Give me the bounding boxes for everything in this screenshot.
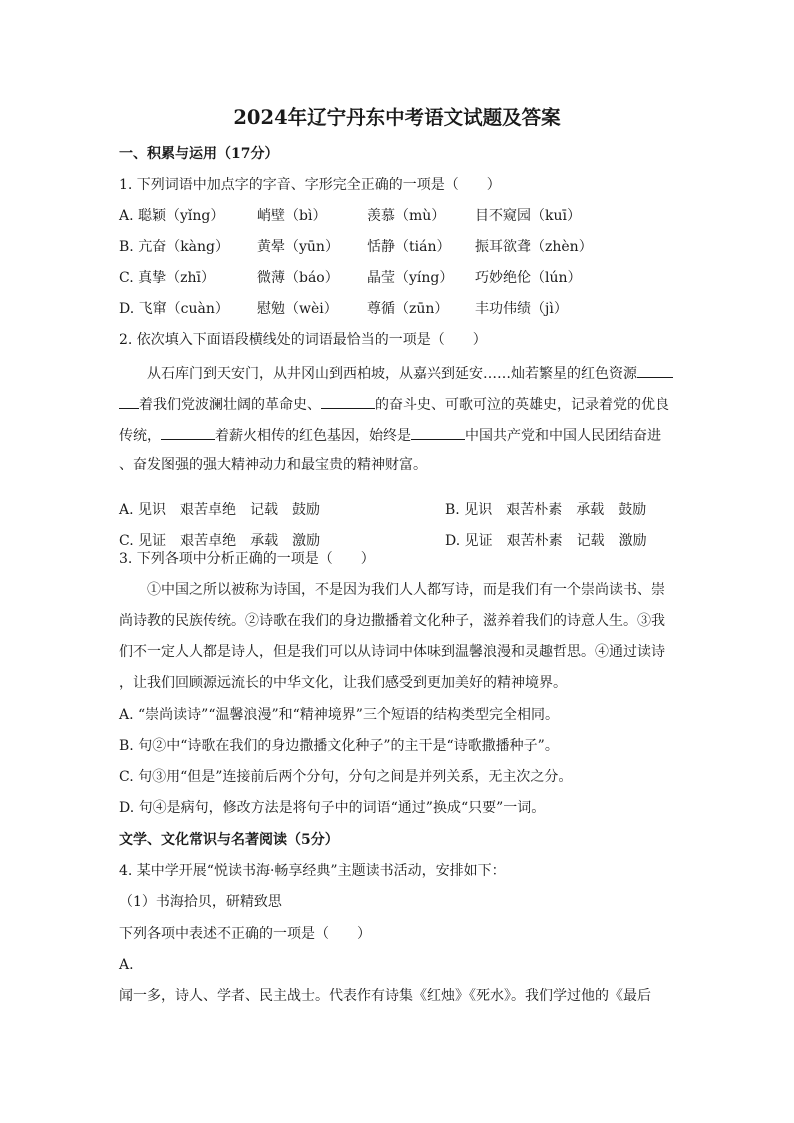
question-2-passage-line-3 xyxy=(119,424,661,446)
question-3-option-d: D. 句④是病句，修改方法是将句子中的词语“通过”换成“只要”一词。 xyxy=(119,800,546,816)
option-item: 羡慕（mù） xyxy=(367,208,446,224)
question-3-option-a: A. “崇尚读诗”“温馨浪漫”和“精神境界”三个短语的结构类型完全相同。 xyxy=(119,707,559,723)
question-4-option-a-label: A. xyxy=(119,957,134,973)
fill-blank xyxy=(411,424,465,440)
option-item: 峭壁（bì） xyxy=(257,208,327,224)
question-4-stem: 4. 某中学开展“悦读书海·畅享经典”主题读书活动，安排如下： xyxy=(119,863,506,879)
section-heading-literature: 文学、文化常识与名著阅读（5分） xyxy=(119,832,339,848)
question-3-option-b: B. 句②中“诗歌在我们的身边撒播文化种子”的主干是“诗歌撒播种子”。 xyxy=(119,738,559,754)
question-2-option-c: C. 见证 艰苦卓绝 承载 激励 xyxy=(119,533,321,549)
option-item: B. 亢奋（kàng） xyxy=(119,239,229,255)
fill-blank xyxy=(321,393,375,409)
fill-blank xyxy=(161,424,215,440)
option-item: A. 聪颖（yǐng） xyxy=(119,208,225,224)
question-2-passage-line-4: 、奋发图强的强大精神动力和最宝贵的精神财富。 xyxy=(119,457,427,473)
fill-blank xyxy=(637,362,673,378)
passage-text: 着薪火相传的红色基因，始终是 xyxy=(215,428,411,444)
question-2-option-a: A. 见识 艰苦卓绝 记载 鼓励 xyxy=(119,502,321,518)
question-1-option-c xyxy=(119,268,582,288)
option-item: 振耳欲聋（zhèn） xyxy=(475,239,593,255)
option-item: 微薄（báo） xyxy=(257,270,339,286)
option-item: 恬静（tián） xyxy=(367,239,451,255)
passage-text: 从石库门到天安门，从井冈山到西柏坡，从嘉兴到延安……灿若繁星的红色资源 xyxy=(147,366,637,382)
option-item: 丰功伟绩（jì） xyxy=(475,301,568,317)
question-2-passage-line-1 xyxy=(147,362,673,384)
section-heading-accumulation: 一、积累与运用（17分） xyxy=(119,146,279,162)
question-3-passage-line-1: ①中国之所以被称为诗国，不是因为我们人人都写诗，而是我们有一个崇尚读书、崇 xyxy=(147,582,665,598)
option-item: 黄晕（yūn） xyxy=(257,239,339,255)
question-3-passage-line-3: 们不一定人人都是诗人，但是我们可以从诗词中体味到温馨浪漫和灵趣哲思。④通过读诗 xyxy=(119,644,665,660)
passage-text: 传统， xyxy=(119,428,161,444)
question-1-option-b xyxy=(119,237,593,257)
option-item: 晶莹（yíng） xyxy=(367,270,454,286)
question-3-stem: 3. 下列各项中分析正确的一项是（ ） xyxy=(119,551,375,567)
question-3-passage-line-2: 尚诗教的民族传统。②诗歌在我们的身边撒播着文化种子，滋养着我们的诗意人生。③我 xyxy=(119,613,665,629)
passage-text: 着我们党波澜壮阔的革命史、 xyxy=(139,397,321,413)
option-item: 巧妙绝伦（lún） xyxy=(475,270,582,286)
question-3-option-c: C. 句③用“但是”连接前后两个分句，分句之间是并列关系，无主次之分。 xyxy=(119,769,573,785)
question-1-stem: 1. 下列词语中加点字的字音、字形完全正确的一项是（ ） xyxy=(119,177,501,193)
question-4-option-a-text: 闻一多，诗人、学者、民主战士。代表作有诗集《红烛》《死水》。我们学过他的《最后 xyxy=(119,988,651,1004)
question-4-subheading: （1）书海拾贝，研精致思 xyxy=(119,894,282,910)
option-item: C. 真挚（zhī） xyxy=(119,270,215,286)
document-title: 2024年辽宁丹东中考语文试题及答案 xyxy=(233,106,561,129)
question-1-option-a xyxy=(119,206,581,226)
question-2-option-b: B. 见识 艰苦朴素 承载 鼓励 xyxy=(445,502,647,518)
fill-blank xyxy=(119,393,139,409)
option-item: 尊循（zūn） xyxy=(367,301,449,317)
question-2-passage-line-2 xyxy=(119,393,669,415)
option-item: D. 飞窜（cuàn） xyxy=(119,301,229,317)
question-2-stem: 2. 依次填入下面语段横线处的词语最恰当的一项是（ ） xyxy=(119,332,487,348)
question-3-passage-line-4: ，让我们回顾源远流长的中华文化，让我们感受到更加美好的精神境界。 xyxy=(119,675,567,691)
question-1-option-d xyxy=(119,299,568,319)
passage-text: 的奋斗史、可歌可泣的英雄史，记录着党的优良 xyxy=(375,397,669,413)
question-4-ask: 下列各项中表述不正确的一项是（ ） xyxy=(119,926,371,942)
option-item: 目不窥园（kuī） xyxy=(475,208,581,224)
question-2-option-d: D. 见证 艰苦朴素 记载 激励 xyxy=(445,533,647,549)
option-item: 慰勉（wèi） xyxy=(257,301,338,317)
passage-text: 中国共产党和中国人民团结奋进 xyxy=(465,428,661,444)
